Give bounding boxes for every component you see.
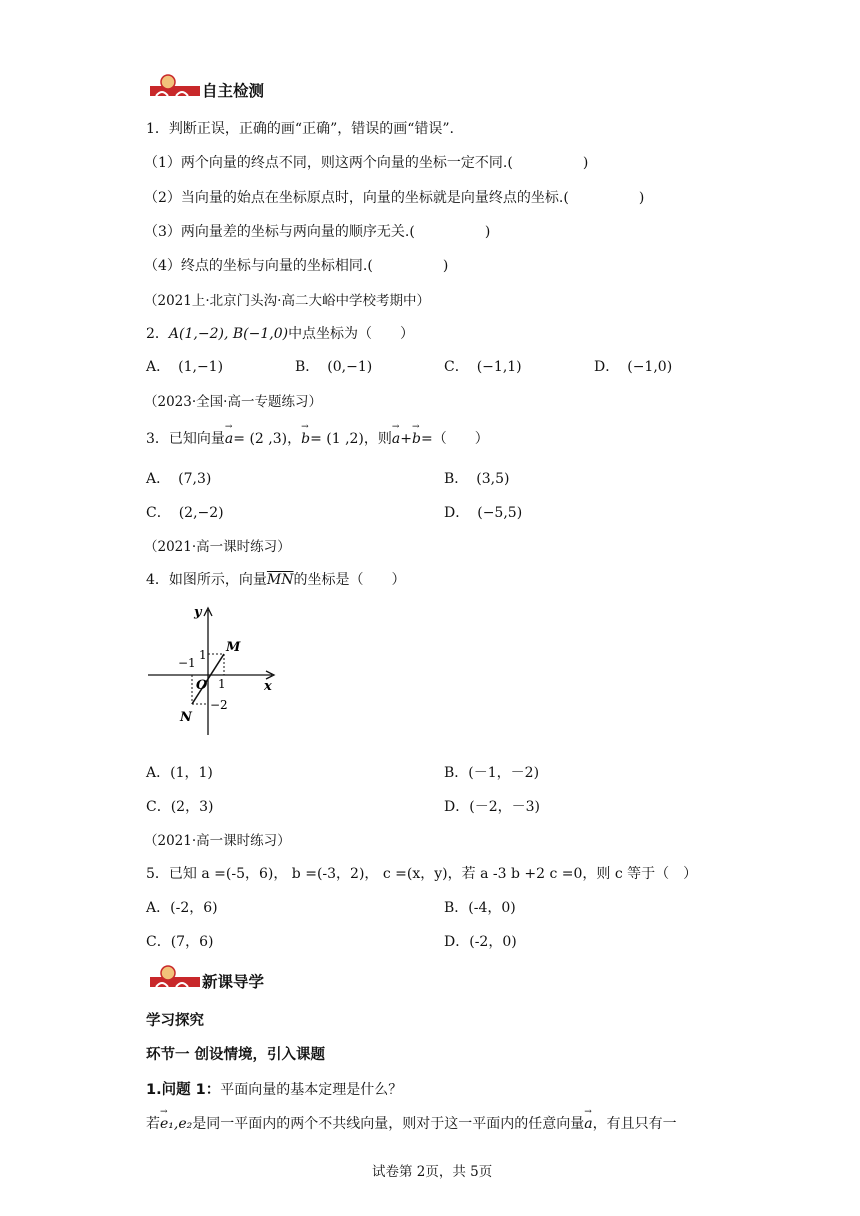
explore-step1: 环节一 创设情境，引入课题	[146, 1047, 326, 1063]
q4-figure	[140, 600, 290, 740]
q4-option-d: D．(－2，－3)	[444, 799, 540, 815]
explore-paragraph: 若→ e₁,e₂是同一平面内的两个不共线向量，则对于这一平面内的任意向量→ a，有且只有一	[146, 1113, 677, 1133]
fig-label-n: N	[180, 710, 192, 725]
q2-source: （2021上·北京门头沟·高二大峪中学校考期中）	[144, 293, 430, 309]
explore-problem	[146, 1078, 402, 1099]
q2-stem: 2．A(1,−2), B(−1,0)中点坐标为（ ）	[146, 326, 415, 342]
q5-option-b: B．(-4，0)	[444, 900, 516, 916]
q2-option-d: D． (−1,0)	[594, 359, 673, 375]
q3-option-d: D． (−5,5)	[444, 505, 523, 521]
q2-stem-math: A(1,−2), B(−1,0)	[168, 326, 289, 342]
q1-item-2: （2）当向量的始点在坐标原点时，向量的坐标就是向量终点的坐标.( )	[144, 190, 645, 206]
q3-option-a: A． (7,3)	[146, 471, 212, 487]
q2-stem-text: 中点坐标为（ ）	[288, 326, 415, 342]
q5-stem: 5．已知 a =(-5，6)， b =(-3，2)， c =(x，y)，若 a -3 b +2 c =0，则 c 等于（ ）	[146, 866, 698, 882]
q2-option-b: B． (0,−1)	[295, 359, 373, 375]
fig-label-neg2: −2	[210, 698, 228, 712]
q1-item-3: （3）两向量差的坐标与两向量的顺序无关.( )	[144, 224, 491, 240]
q1-item-4: （4）终点的坐标与向量的坐标相同.( )	[144, 258, 449, 274]
explore-problem-label: 1.问题 1：	[146, 1082, 221, 1098]
fig-label-x: x	[264, 679, 272, 694]
q4-source: （2021·高一课时练习）	[144, 539, 291, 555]
explore-title: 学习探究	[146, 1013, 204, 1029]
section-logo-icon	[148, 72, 202, 102]
fig-label-m: M	[226, 640, 241, 655]
fig-label-o: O	[196, 678, 208, 693]
q5-option-a: A．(-2，6)	[146, 900, 218, 916]
fig-label-1x: 1	[218, 677, 226, 691]
q4-stem: 4．如图所示，向量$\overline{MN}$的坐标是（ ）	[146, 572, 406, 588]
q1-stem: 1．判断正误，正确的画“正确”，错误的画“错误”.	[146, 121, 454, 137]
page-footer: 试卷第 2页，共 5页	[372, 1164, 493, 1180]
fig-label-y: y	[194, 605, 202, 620]
q2-option-c: C． (−1,1)	[444, 359, 522, 375]
section-logo-icon-2	[148, 963, 202, 993]
section-title-self-test: 自主检测	[202, 82, 265, 100]
section-title-new-lesson: 新课导学	[202, 973, 265, 991]
fig-label-neg1: −1	[178, 656, 196, 670]
fig-label-1y: 1	[199, 648, 207, 662]
q4-option-a: A．(1，1)	[146, 765, 213, 781]
q3-option-b: B． (3,5)	[444, 471, 510, 487]
q5-option-d: D．(-2，0)	[444, 934, 517, 950]
q4-option-c: C．(2，3)	[146, 799, 214, 815]
q3-stem: 3．已知向量→ a= (2 ,3)，→ b= (1 ,2)，则→ a+→ b=（ ）	[146, 428, 489, 448]
q4-option-b: B．(－1，－2)	[444, 765, 540, 781]
explore-problem-text: 平面向量的基本定理是什么？	[220, 1082, 403, 1098]
q1-item-1: （1）两个向量的终点不同，则这两个向量的坐标一定不同.( )	[144, 155, 589, 171]
q2-option-a: A． (1,−1)	[146, 359, 224, 375]
q5-source: （2021·高一课时练习）	[144, 833, 291, 849]
q3-source: （2023·全国·高一专题练习）	[144, 394, 322, 410]
q5-option-c: C．(7，6)	[146, 934, 214, 950]
q3-option-c: C． (2,−2)	[146, 505, 224, 521]
